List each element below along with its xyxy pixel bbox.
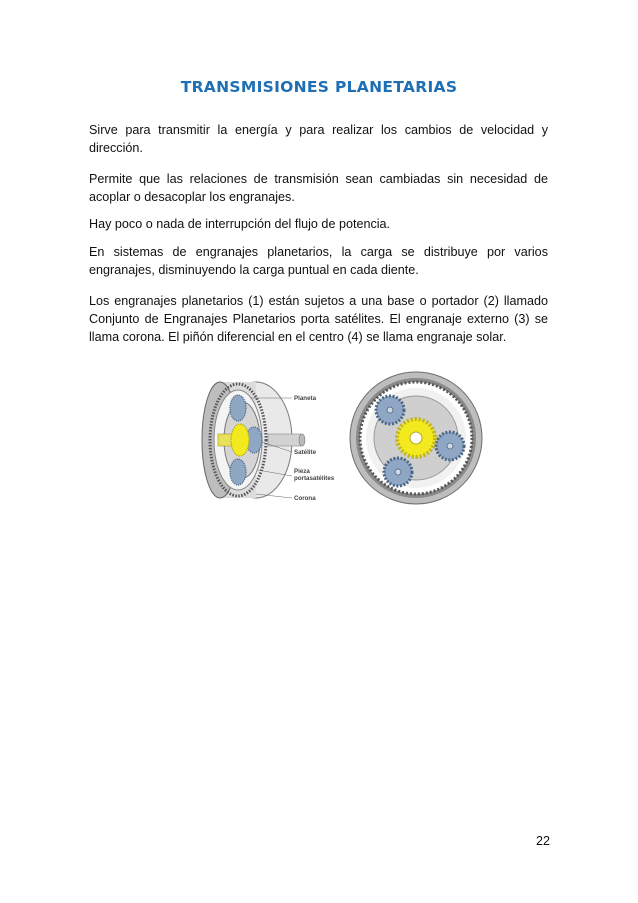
page-number: 22 [535, 834, 550, 848]
paragraph-2: Permite que las relaciones de transmisión sean cambiadas sin necesidad de acoplar o desacoplar los engranajes. [89, 172, 548, 204]
paragraph-3: Hay poco o nada de interrupción del flujo de potencia. [89, 217, 391, 231]
label-planeta: Planeta [294, 395, 317, 402]
label-corona: Corona [294, 495, 316, 502]
page-title: TRANSMISIONES PLANETARIAS [180, 78, 458, 96]
gearbox-3d-view [202, 382, 335, 502]
planet-gear [230, 395, 246, 421]
planetary-gear-illustration [198, 358, 488, 516]
paragraph-4: En sistemas de engranajes planetarios, la carga se distribuye por varios engranajes, disminuyendo la carga puntual en cada diente. [89, 245, 548, 277]
label-pieza: Pieza [294, 468, 310, 475]
paragraph-5: Los engranajes planetarios (1) están sujetos a una base o portador (2) llamado Conjunto de Engranajes Planetarios porta satélites. El engranaje externo (3) se llama corona. El piñón diferencial en el centro (4) se llama engranaje solar. [89, 294, 548, 344]
label-portasatelites: portasatélites [294, 475, 335, 482]
label-satelite: Satélite [294, 449, 317, 456]
sun-gear [231, 424, 249, 456]
gearbox-front-view [350, 372, 482, 504]
planetary-gear-figure [198, 358, 488, 516]
paragraph-1: Sirve para transmitir la energía y para realizar los cambios de velocidad y dirección. [89, 123, 548, 155]
